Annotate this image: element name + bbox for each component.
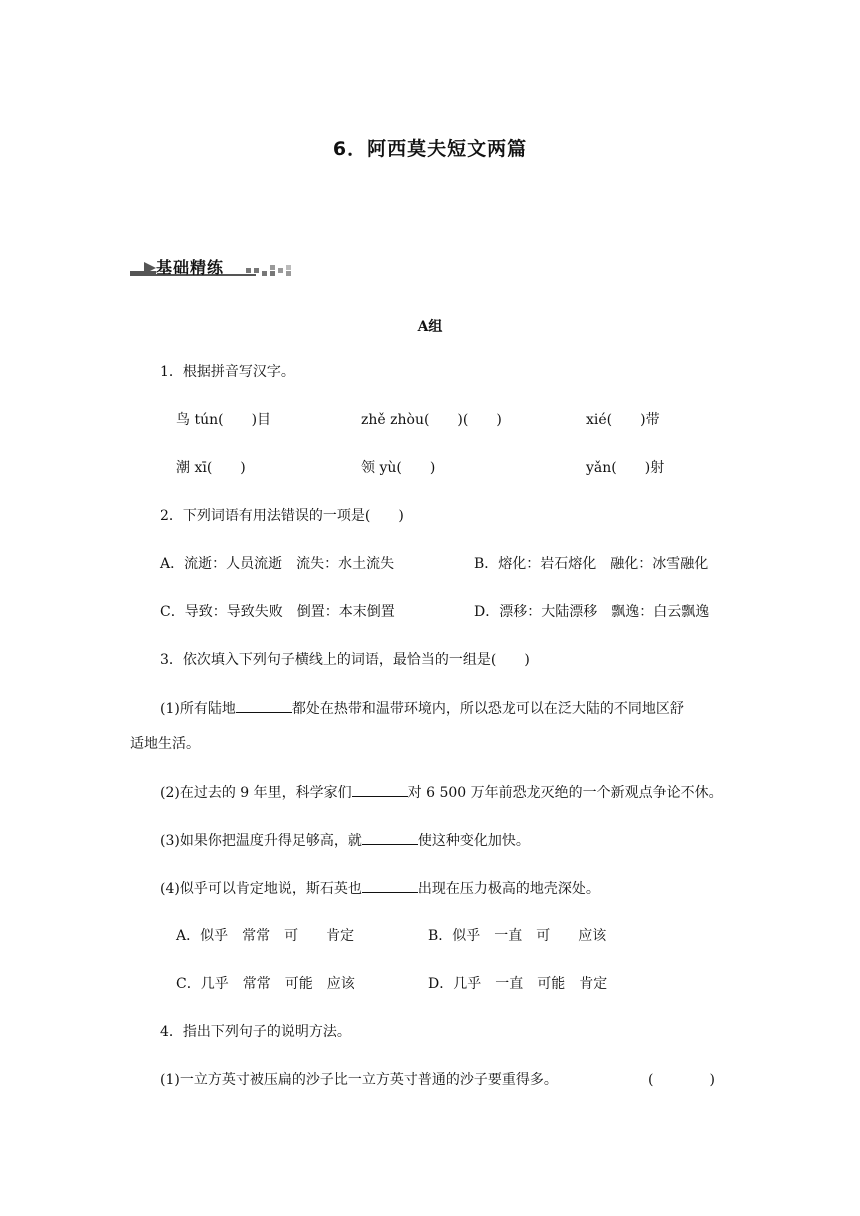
page-title: 6．阿西莫夫短文两篇 xyxy=(332,138,528,160)
q3-sentence-4-start: (4)似乎可以肯定地说，斯石英也 xyxy=(160,881,362,897)
q3-option: C．几乎 常常 可能 应该 xyxy=(176,976,355,992)
q3-stem: 3．依次填入下列句子横线上的词语，最恰当的一组是( ) xyxy=(160,652,530,668)
q3-sentence-4 xyxy=(160,878,600,899)
q3-option: D．几乎 一直 可能 肯定 xyxy=(428,976,608,992)
q3-sentence-2-start: (2)在过去的 9 年里，科学家们 xyxy=(160,785,352,801)
q1-stem: 1．根据拼音写汉字。 xyxy=(160,364,295,380)
q1-item: yǎn( )射 xyxy=(586,460,665,476)
q3-sentence-1-cont: 适地生活。 xyxy=(130,736,200,752)
group-label: A组 xyxy=(417,319,443,335)
fill-blank[interactable] xyxy=(236,698,292,713)
q3-sentence-2 xyxy=(160,782,723,803)
q3-sentence-4-end: 出现在压力极高的地壳深处。 xyxy=(417,881,600,897)
q2-stem: 2．下列词语有用法错误的一项是( ) xyxy=(160,508,404,524)
answer-paren[interactable]: ( ) xyxy=(648,1072,715,1088)
fill-blank[interactable] xyxy=(362,878,418,893)
q4-sentence-1: (1)一立方英寸被压扁的沙子比一立方英寸普通的沙子要重得多。 xyxy=(160,1072,558,1088)
q3-sentence-3-start: (3)如果你把温度升得足够高，就 xyxy=(160,833,362,849)
section-header xyxy=(130,255,296,279)
q1-item: 鸟 tún( )目 xyxy=(176,412,272,428)
q1-item: 领 yù( ) xyxy=(361,460,436,476)
q3-sentence-1-start: (1)所有陆地 xyxy=(160,701,236,717)
q3-sentence-1-end: 都处在热带和温带环境内，所以恐龙可以在泛大陆的不同地区舒 xyxy=(291,701,684,717)
fill-blank[interactable] xyxy=(362,830,418,845)
q3-sentence-3 xyxy=(160,830,530,851)
q2-option: B．熔化：岩石熔化 融化：冰雪融化 xyxy=(474,556,709,572)
q1-item: zhě zhòu( )( ) xyxy=(361,412,502,428)
q3-option: A．似乎 常常 可 肯定 xyxy=(176,928,355,944)
q2-option: A．流逝：人员流逝 流失：水土流失 xyxy=(160,556,395,572)
q2-option: C．导致：导致失败 倒置：本末倒置 xyxy=(160,604,395,620)
q3-sentence-2-end: 对 6 500 万年前恐龙灭绝的一个新观点争论不休。 xyxy=(407,785,723,801)
section-label: 基础精练 xyxy=(156,258,225,277)
q2-option: D．漂移：大陆漂移 飘逸：白云飘逸 xyxy=(474,604,710,620)
q3-sentence-1 xyxy=(160,698,684,719)
q3-sentence-3-end: 使这种变化加快。 xyxy=(417,833,530,849)
fill-blank[interactable] xyxy=(352,782,408,797)
q1-item: 潮 xī( ) xyxy=(176,460,246,476)
q4-stem: 4．指出下列句子的说明方法。 xyxy=(160,1024,351,1040)
q3-option: B．似乎 一直 可 应该 xyxy=(428,928,607,944)
q1-item: xié( )带 xyxy=(586,412,660,428)
